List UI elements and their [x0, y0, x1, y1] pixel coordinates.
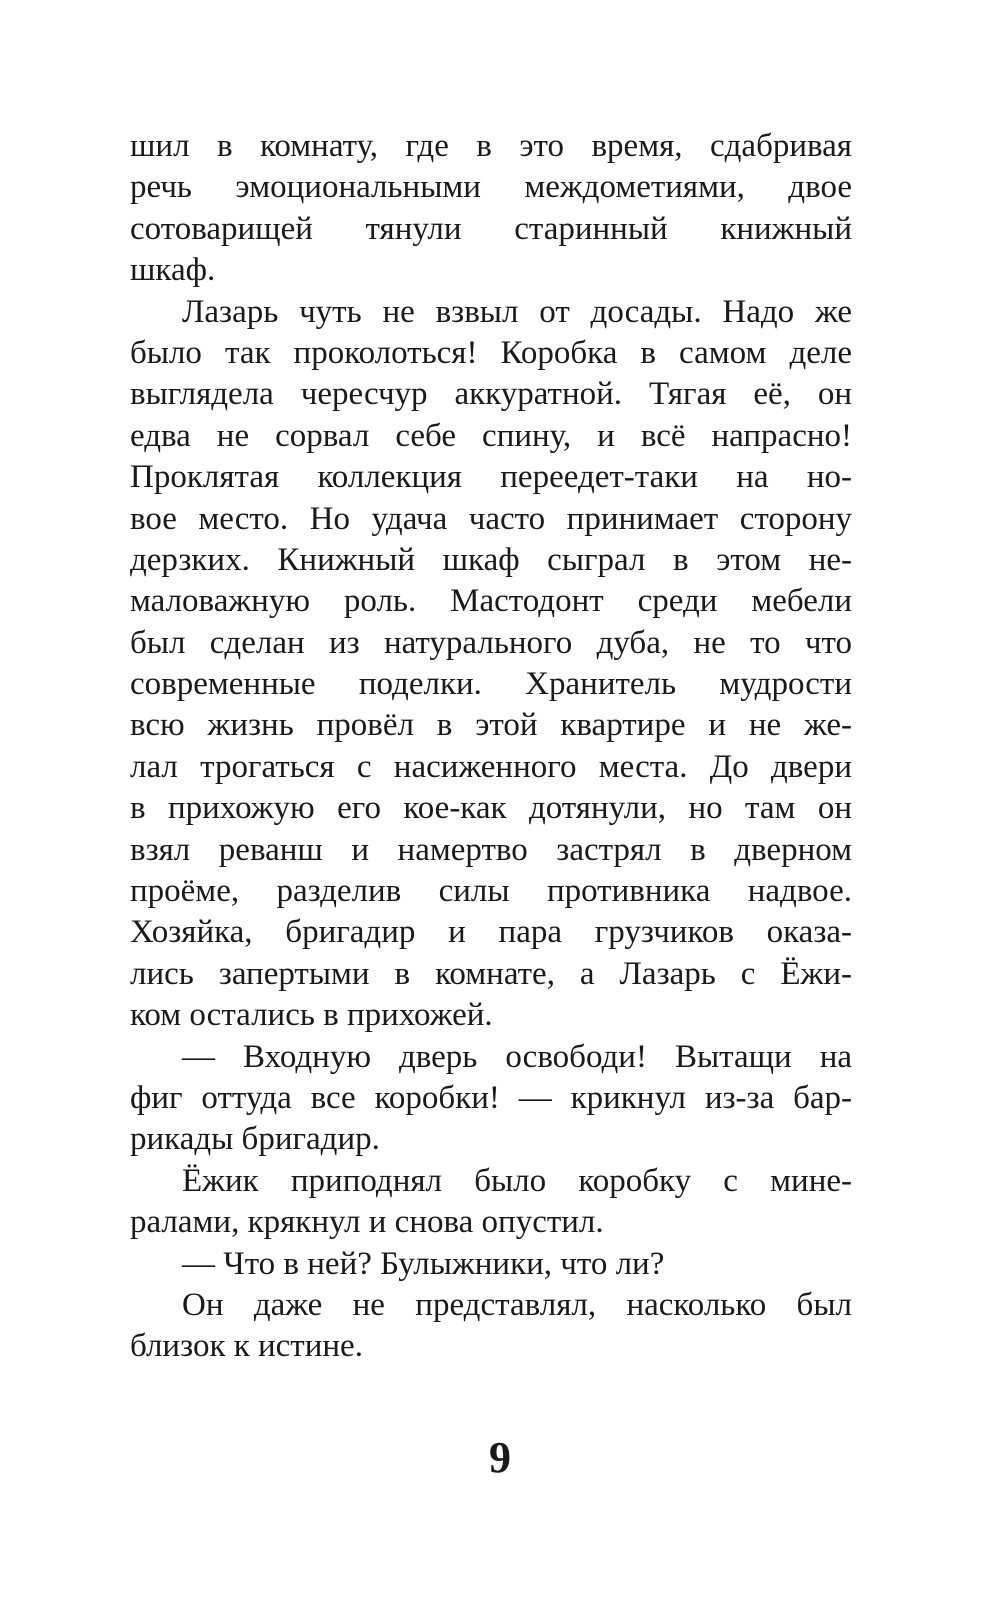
page-number: 9 — [489, 1433, 511, 1482]
page-body — [130, 126, 852, 1368]
paragraph — [130, 126, 852, 292]
paragraph — [130, 1244, 852, 1285]
text-line: был сделан из натурального дуба, не то что — [130, 624, 852, 661]
paragraph — [130, 292, 852, 1037]
text-line: маловажную роль. Мастодонт среди мебели — [130, 583, 852, 620]
text-line: лись запертыми в комнате, а Лазарь с Ёжи- — [130, 955, 852, 992]
text-line: вое место. Но удача часто принимает сторону — [130, 500, 852, 537]
paragraph — [130, 1037, 852, 1161]
text-line: шкаф. — [130, 252, 216, 289]
text-line: речь эмоциональными междометиями, двое — [130, 169, 852, 206]
text-line: современные поделки. Хранитель мудрости — [130, 666, 852, 703]
paragraph — [130, 1285, 852, 1368]
text-line: Он даже не представлял, насколько был — [182, 1286, 852, 1323]
text-line: близок к истине. — [130, 1328, 363, 1365]
text-line: было так проколоться! Коробка в самом деле — [130, 334, 852, 371]
text-line: — Входную дверь освободи! Вытащи на — [182, 1038, 852, 1075]
text-line: выглядела чересчур аккуратной. Тягая её, он — [130, 376, 852, 413]
text-line: ралами, крякнул и снова опустил. — [130, 1204, 604, 1241]
text-line: Хозяйка, бригадир и пара грузчиков оказа- — [130, 914, 852, 951]
paragraph — [130, 1161, 852, 1244]
text-line: Лазарь чуть не взвыл от досады. Надо же — [182, 293, 852, 330]
text-line: Проклятая коллекция переедет-таки на но- — [130, 459, 852, 496]
text-line: едва не сорвал себе спину, и всё напрасно! — [130, 417, 852, 454]
text-line: фиг оттуда все коробки! — крикнул из-за бар- — [130, 1079, 852, 1116]
text-line: лал трогаться с насиженного места. До двери — [130, 748, 852, 785]
text-line: — Что в ней? Булыжники, что ли? — [182, 1245, 665, 1282]
text-line: сотоварищей тянули старинный книжный — [130, 210, 852, 247]
text-line: в прихожую его кое-как дотянули, но там он — [130, 790, 852, 827]
text-line: проёме, разделив силы противника надвое. — [130, 873, 852, 910]
text-line: рикады бригадир. — [130, 1121, 380, 1158]
text-line: Ёжик приподнял было коробку с мине- — [182, 1162, 852, 1199]
text-line: всю жизнь провёл в этой квартире и не же- — [130, 707, 852, 744]
text-line: взял реванш и намертво застрял в дверном — [130, 831, 852, 868]
text-line: шил в комнату, где в это время, сдабривая — [130, 128, 852, 164]
text-line: ком остались в прихожей. — [130, 997, 493, 1034]
text-line: дерзких. Книжный шкаф сыграл в этом не- — [130, 541, 852, 578]
